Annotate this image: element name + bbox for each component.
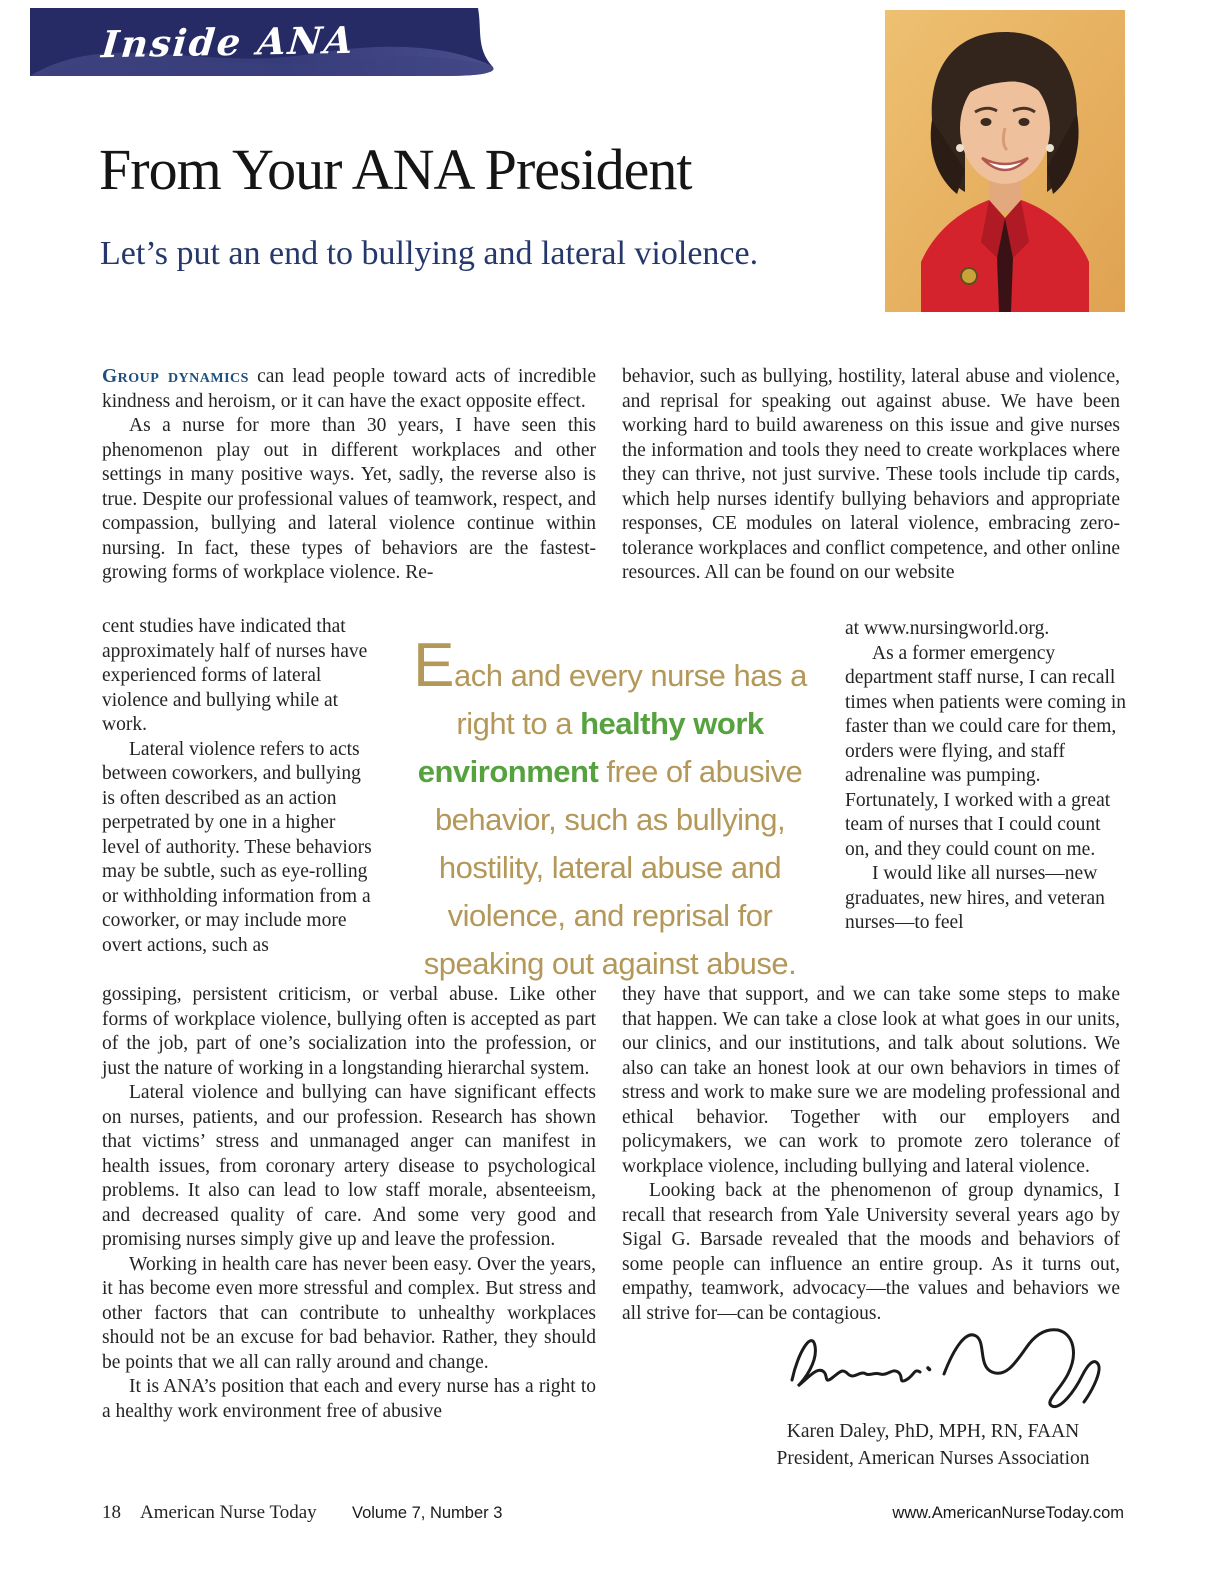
paragraph: gossiping, persistent criticism, or verbal abuse. Like other forms of workplace violence, bullying often is accepted as part of the job, part of one’s socialization into the profession, or just the nature of working in a longstanding hierarchal system. xyxy=(102,984,596,1079)
paragraph: As a former emergency department staff nurse, I can recall times when patients were coming in faster than we could care for them, orders were flying, and staff adrenaline was pumping. Fortunately, I worked with a great team of nurses that I could count on, and they could count on me. xyxy=(845,642,1127,860)
paragraph: at www.nursingworld.org. xyxy=(845,618,1050,639)
paragraph: As a nurse for more than 30 years, I have seen this phenomenon play out in different workplaces and other settings in many positive ways. Yet, sadly, the reverse also is true. Despite our professional values of teamwork, respect, and compassion, bullying and lateral violence continue within nursing. In fact, these types of behaviors are the fastest-growing forms of workplace violence. Re- xyxy=(102,415,596,583)
banner-label: Inside ANA xyxy=(99,17,357,67)
pull-quote-part-2: free of abusive behavior, such as bullying, hostility, lateral abuse and violence, and reprisal for speaking out against abuse. xyxy=(423,754,803,981)
paragraph: cent studies have indicated that approximately half of nurses have experienced forms of lateral violence and bullying while at work. xyxy=(102,616,368,735)
paragraph: Lateral violence refers to acts between coworkers, and bullying is often described as an action perpetrated by one in a higher level of authority. These behaviors may be subtle, such as eye-rolling or withholding information from a coworker, or may include more overt actions, such as xyxy=(102,738,372,956)
paragraph: Working in health care has never been easy. Over the years, it has become even more stressful and complex. But stress and other factors that can contribute to unhealthy workplaces should not be an excuse for bad behavior. Rather, they should be points that we all can rally around and change. xyxy=(102,1253,596,1373)
paragraph xyxy=(102,365,596,414)
paragraph-text: can lead people toward acts of incredible kindness and heroism, or it can have the exact opposite effect. xyxy=(102,366,596,412)
byline-name: Karen Daley, PhD, MPH, RN, FAAN xyxy=(786,1421,1080,1442)
signature xyxy=(768,1318,1118,1418)
byline-role: President, American Nurses Association xyxy=(776,1448,1090,1469)
page-footer xyxy=(0,1502,1224,1528)
pull-quote-part-1: ach and every nurse has a right to a xyxy=(454,658,807,741)
paragraph: they have that support, and we can take some steps to make that happen. We can take a close look at what goes in our units, our clinics, and our institutions, and talk about solutions. We also can take an honest look at our own behaviors in times of stress and work to make sure we are modeling professional and ethical behavior. Together with our employers and policymakers, we can work to promote zero tolerance of workplace violence, including bullying and lateral violence. xyxy=(622,984,1120,1177)
article-right-bottom xyxy=(622,983,1120,1326)
page-title: From Your ANA President xyxy=(99,137,692,202)
paragraph: I would like all nurses—new graduates, new hires, and veteran nurses—to feel xyxy=(845,863,1105,933)
page-number: 18 xyxy=(102,1502,121,1523)
paragraph: It is ANA’s position that each and every nurse has a right to a healthy work environment free of abusive xyxy=(102,1376,596,1422)
portrait-illustration xyxy=(885,10,1125,312)
pull-quote-drop-cap: E xyxy=(413,631,454,700)
issue-label: Volume 7, Number 3 xyxy=(352,1504,503,1522)
paragraph: Lateral violence and bullying can have significant effects on nurses, patients, and our profession. Research has shown that victims’ stress and unmanaged anger can manifest in health issues, from coronary artery disease to psychological problems. It also can lead to low staff morale, absenteeism, and decreased quality of care. And some very good and promising nurses simply give up and leave the profession. xyxy=(102,1082,596,1250)
magazine-name: American Nurse Today xyxy=(140,1502,317,1523)
article-left-narrow xyxy=(102,615,374,958)
paragraph: Looking back at the phenomenon of group dynamics, I recall that research from Yale University several years ago by Sigal G. Barsade revealed that the moods and behaviors of some people can influence an entire group. As it turns out, empathy, teamwork, advocacy—the values and behaviors we all strive for—can be contagious. xyxy=(622,1180,1120,1324)
article-left-top xyxy=(102,365,596,586)
page-subtitle: Let’s put an end to bullying and lateral violence. xyxy=(100,235,759,272)
president-photo xyxy=(885,10,1125,312)
pull-quote-highlight: healthy work environment xyxy=(417,706,764,789)
paragraph: behavior, such as bullying, hostility, lateral abuse and violence, and reprisal for speaking out against abuse. We have been working hard to build awareness on this issue and give nurses the information and tools they need to create workplaces where they can thrive, not just survive. These tools include tip cards, which help nurses identify bullying behaviors and appropriate responses, CE modules on lateral violence, embracing zero-tolerance workplaces and conflict competence, and other online resources. All can be found on our website xyxy=(622,366,1120,583)
pull-quote xyxy=(398,631,822,988)
website-url: www.AmericanNurseToday.com xyxy=(892,1504,1124,1522)
lead-in: Group dynamics xyxy=(102,366,249,387)
article-right-top xyxy=(622,365,1120,586)
article-right-narrow xyxy=(845,617,1129,936)
article-left-bottom xyxy=(102,983,596,1424)
signature-stroke xyxy=(768,1318,1118,1418)
byline xyxy=(710,1418,1156,1472)
section-banner xyxy=(30,8,500,76)
